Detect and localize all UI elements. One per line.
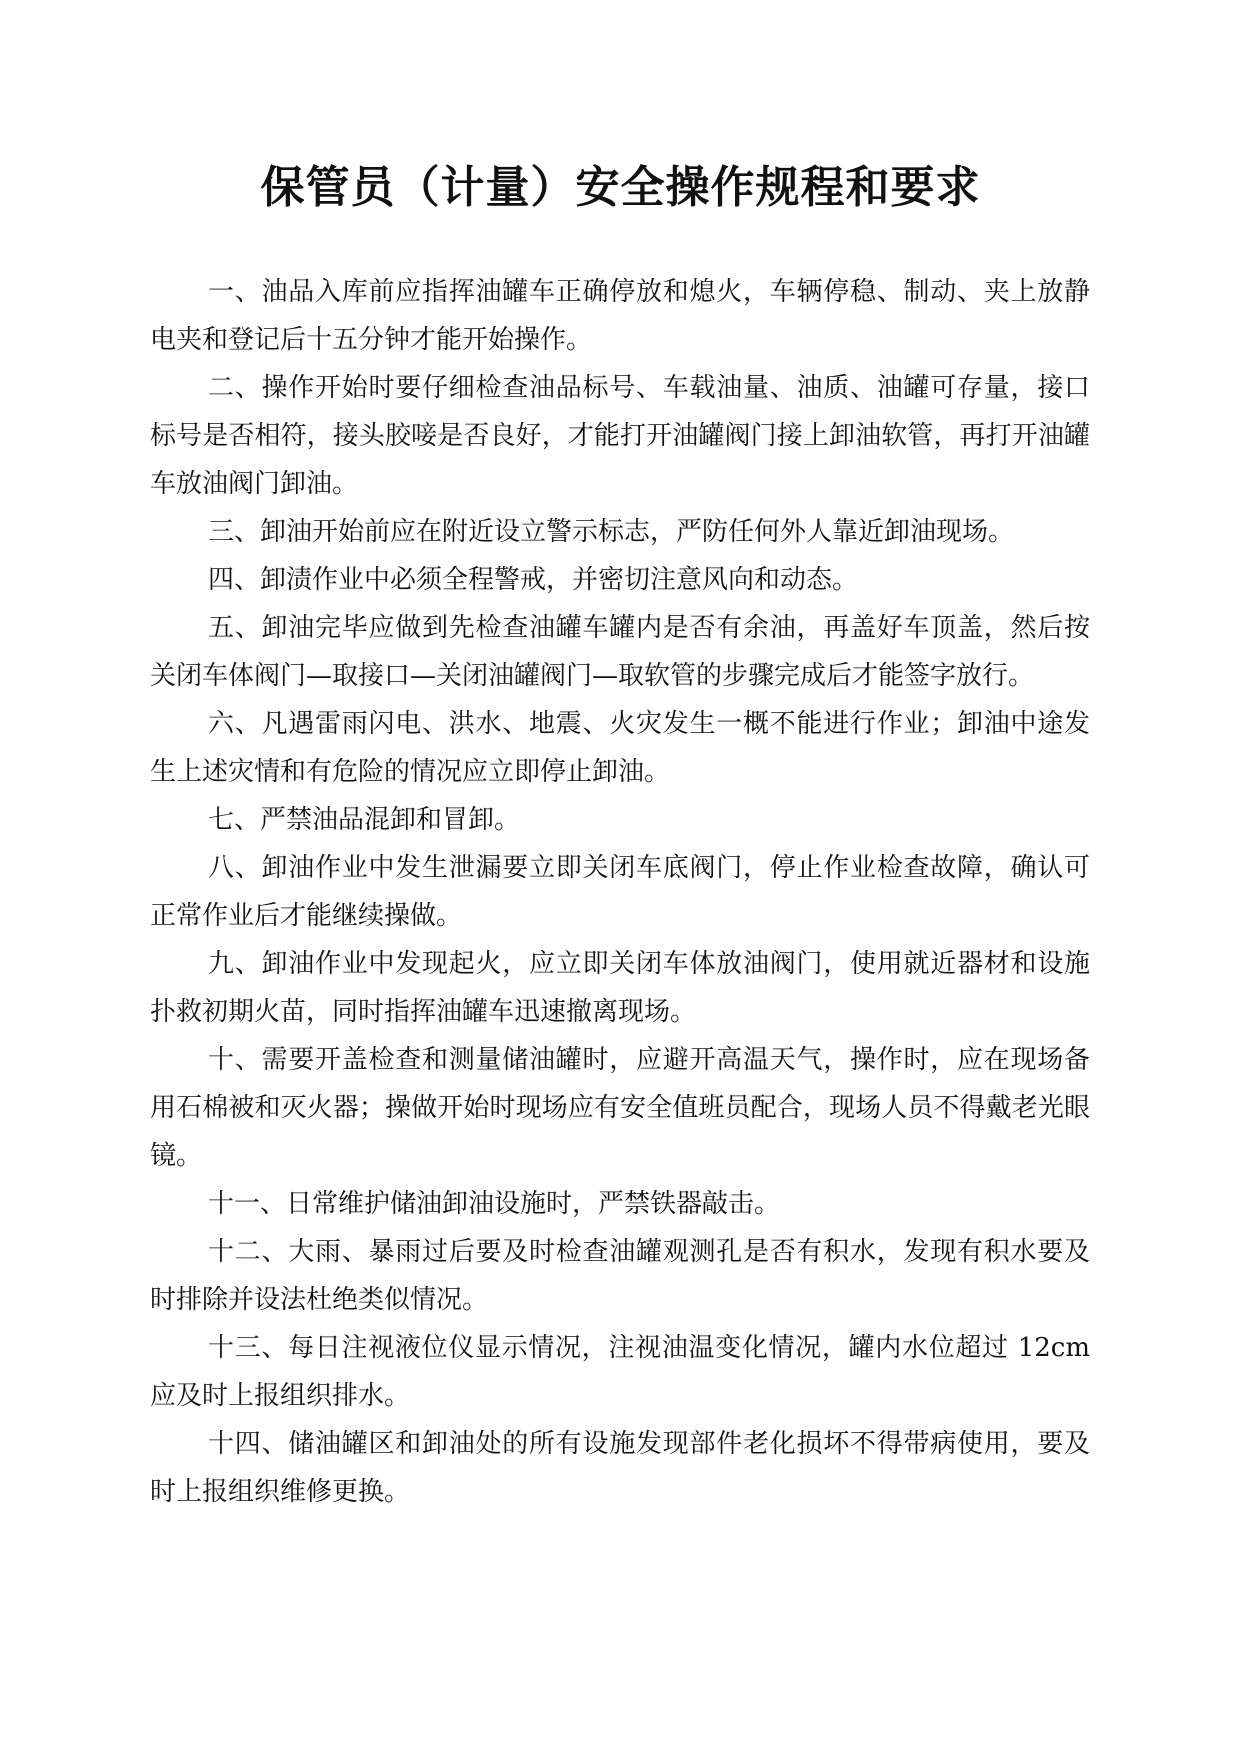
rule-12-paragraph: 十二、大雨、暴雨过后要及时检查油罐观测孔是否有积水，发现有积水要及时排除并设法杜绝类似情况。 bbox=[150, 1237, 1090, 1315]
rule-6-paragraph: 六、凡遇雷雨闪电、洪水、地震、火灾发生一概不能进行作业；卸油中途发生上述灾情和有危险的情况应立即停止卸油。 bbox=[150, 709, 1090, 787]
rule-13-paragraph: 十三、每日注视液位仪显示情况，注视油温变化情况，罐内水位超过 12cm 应及时上报组织排水。 bbox=[150, 1333, 1090, 1411]
rule-1-paragraph: 一、油品入库前应指挥油罐车正确停放和熄火，车辆停稳、制动、夹上放静电夹和登记后十五分钟才能开始操作。 bbox=[150, 277, 1090, 355]
document-title: 保管员（计量）安全操作规程和要求 bbox=[260, 162, 981, 213]
rule-9-paragraph: 九、卸油作业中发现起火，应立即关闭车体放油阀门，使用就近器材和设施扑救初期火苗，同时指挥油罐车迅速撤离现场。 bbox=[150, 949, 1090, 1027]
rule-7-paragraph: 七、严禁油品混卸和冒卸。 bbox=[208, 805, 521, 835]
rule-2-paragraph: 二、操作开始时要仔细检查油品标号、车载油量、油质、油罐可存量，接口标号是否相符，接头胶唼是否良好，才能打开油罐阀门接上卸油软管，再打开油罐车放油阀门卸油。 bbox=[150, 373, 1090, 499]
rule-14-paragraph: 十四、储油罐区和卸油处的所有设施发现部件老化损坏不得带病使用，要及时上报组织维修更换。 bbox=[150, 1429, 1090, 1507]
rule-10-paragraph: 十、需要开盖检查和测量储油罐时，应避开高温天气，操作时，应在现场备用石棉被和灭火器；操做开始时现场应有安全值班员配合，现场人员不得戴老光眼镜。 bbox=[150, 1045, 1090, 1171]
rule-4-paragraph: 四、卸渍作业中必须全程警戒，并密切注意风向和动态。 bbox=[208, 565, 859, 595]
rule-11-paragraph: 十一、日常维护储油卸油设施时，严禁铁器敲击。 bbox=[208, 1189, 781, 1219]
rule-3-paragraph: 三、卸油开始前应在附近设立警示标志，严防任何外人靠近卸油现场。 bbox=[208, 517, 1015, 547]
rule-5-paragraph: 五、卸油完毕应做到先检查油罐车罐内是否有余油，再盖好车顶盖，然后按关闭车体阀门—取接口—关闭油罐阀门—取软管的步骤完成后才能签字放行。 bbox=[150, 613, 1090, 691]
document-body bbox=[150, 268, 1090, 1516]
rule-8-paragraph: 八、卸油作业中发生泄漏要立即关闭车底阀门，停止作业检查故障，确认可正常作业后才能继续操做。 bbox=[150, 853, 1090, 931]
